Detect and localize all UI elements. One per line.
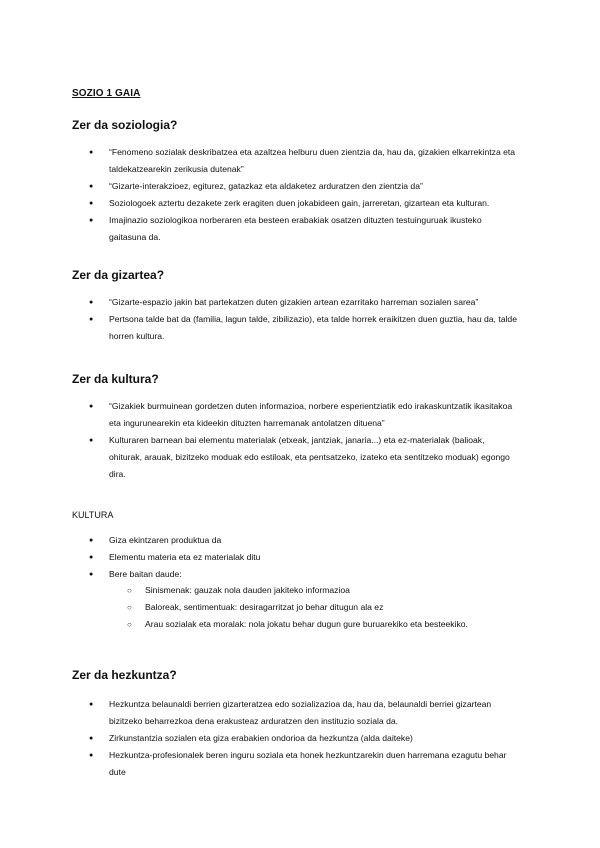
- list-hezkuntza: [0, 696, 600, 781]
- list-item: ● Imajinazio soziologikoa norberaren eta besteen erabakiak osatzen dituzten testuinguruak ikusteko gaitasuna da.: [0, 212, 519, 246]
- heading-gizartea: Zer da gizartea?: [72, 268, 165, 282]
- document-title: SOZIO 1 GAIA: [72, 88, 141, 99]
- heading-kultura: Zer da kultura?: [72, 372, 159, 386]
- list-gizartea: [0, 294, 600, 345]
- list-item: ● Hezkuntza belaunaldi berrien gizarteratzea edo sozializazioa da, hau da, belaunaldi berriei gizartean bizitzeko beharrezkoa dena erakusteaz arduratzen den instituzio soziala da.: [0, 696, 519, 730]
- list-item: ● Pertsona talde bat da (familia, lagun talde, zibilizazio), eta talde horrek eraikitzen duen guztia, hau da, talde horren kultura.: [0, 311, 519, 345]
- kultura-label: KULTURA: [72, 510, 114, 520]
- list-item: ● Soziologoek aztertu dezakete zerk eragiten duen jokabideen gain, jarreretan, gizartean eta kulturan.: [0, 195, 519, 212]
- list-kultura-points: [0, 532, 600, 583]
- list-item: ● “Fenomeno sozialak deskribatzea eta azaltzea helburu duen zientzia da, hau da, gizakien elkarrekintza eta taldekatzearekin zerikusia dutenak”: [0, 144, 519, 178]
- list-item: ● Elementu materia eta ez materialak ditu: [0, 549, 519, 566]
- list-item: ● Zirkunstantzia sozialen eta giza erabakien ondorioa da hezkuntza (alda daiteke): [0, 730, 519, 747]
- sub-list-item: ○ Baloreak, sentimentuak: desiragarritzat jo behar ditugun ala ez: [0, 599, 535, 616]
- list-item: ● Kulturaren barnean bai elementu materialak (etxeak, jantziak, janaria...) eta ez-materialak (balioak, ohiturak, arauak, bizitzeko moduak edo estiloak, eta pentsatzeko, izateko eta sentitzeko moduak) egongo dira.: [0, 432, 519, 483]
- list-item: ● “Gizakiek burmuinean gordetzen duten informazioa, norbere esperientziatik edo irakaskuntzatik ikasitakoa eta ingurunearekin eta kideekin dituzten harremanak antolatzen dituena”: [0, 398, 519, 432]
- heading-hezkuntza: Zer da hezkuntza?: [72, 668, 177, 682]
- list-item: ● Hezkuntza-profesionalek beren inguru soziala eta honek hezkuntzarekin duen harremana ezagutu behar dute: [0, 747, 519, 781]
- list-kultura: [0, 398, 600, 483]
- sublist-kultura: [0, 582, 600, 633]
- list-item: ● “Gizarte-interakzioez, egiturez, gatazkaz eta aldaketez arduratzen den zientzia da”: [0, 178, 519, 195]
- heading-soziologia: Zer da soziologia?: [72, 118, 178, 132]
- list-item: ● Bere baitan daude:: [0, 566, 519, 583]
- sub-list-item: ○ Sinismenak: gauzak nola dauden jakiteko informazioa: [0, 582, 535, 599]
- list-item: ● “Gizarte-espazio jakin bat partekatzen duten gizakien artean ezarritako harreman sozialen sarea”: [0, 294, 519, 311]
- list-item: ● Giza ekintzaren produktua da: [0, 532, 519, 549]
- sub-list-item: ○ Arau sozialak eta moralak: nola jokatu behar dugun gure buruarekiko eta besteekiko.: [0, 616, 535, 633]
- list-soziologia: [0, 144, 600, 246]
